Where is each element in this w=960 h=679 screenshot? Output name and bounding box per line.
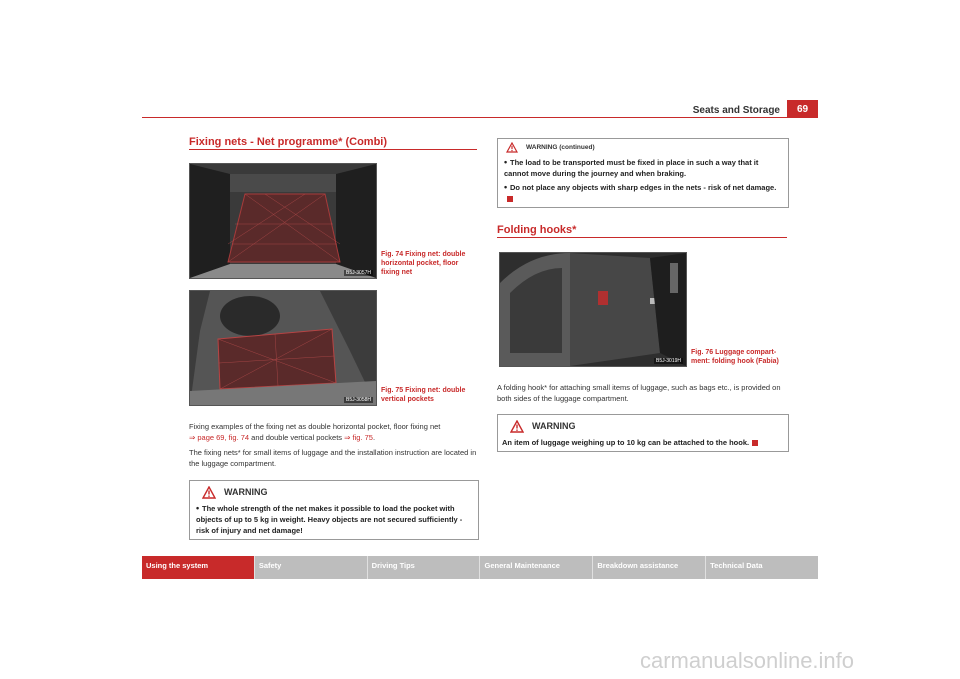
tab-driving-tips[interactable]: Driving Tips xyxy=(368,556,481,579)
section-title-folding-hooks: Folding hooks* xyxy=(497,224,577,236)
figure-75-caption: Fig. 75 Fixing net: double vertical pockets xyxy=(381,387,466,403)
warning-bullet-2 xyxy=(498,182,788,204)
bullet-icon: • xyxy=(196,503,200,513)
figure-76-illustration xyxy=(500,253,686,366)
warning-triangle-icon xyxy=(202,486,216,499)
figure-74-caption: Fig. 74 Fixing net: double horizontal pocket, floor fixing net xyxy=(381,251,466,276)
figure-74-id: B5J-3057H xyxy=(345,270,371,276)
warning-title: WARNING xyxy=(224,487,268,497)
paragraph-fixing-nets-location: The fixing nets* for small items of luggage and the installation instruction are located in the luggage compartment. xyxy=(189,448,477,468)
warning-continued-header xyxy=(498,139,788,155)
bullet-icon: • xyxy=(504,157,508,167)
link-fig-75[interactable]: ⇒ fig. 75 xyxy=(344,433,373,442)
warning-header xyxy=(498,415,788,437)
figure-74-illustration xyxy=(190,164,376,278)
figure-75-id: B5J-3058H xyxy=(345,397,371,403)
end-of-section-icon xyxy=(752,440,758,446)
warning-box-net-strength xyxy=(189,480,479,540)
figure-75-image xyxy=(189,290,377,406)
footer-navigation xyxy=(142,556,818,579)
figure-76-caption: Fig. 76 Luggage compart-ment: folding hook (Fabia) xyxy=(691,349,779,365)
tab-breakdown-assistance[interactable]: Breakdown assistance xyxy=(593,556,706,579)
paragraph-fixing-examples xyxy=(189,421,477,443)
running-header-title: Seats and Storage xyxy=(692,105,780,116)
tab-general-maintenance[interactable]: General Maintenance xyxy=(480,556,593,579)
warning-bullet-2-text: Do not place any objects with sharp edges in the nets - risk of net damage. xyxy=(510,183,777,192)
warning-triangle-icon xyxy=(506,142,518,153)
paragraph-folding-hook: A folding hook* for attaching small items of luggage, such as bags etc., is provided on both sides of the luggage compartment. xyxy=(497,383,781,403)
figure-74-image xyxy=(189,163,377,279)
warning-text-content: The whole strength of the net makes it possible to load the pocket with objects of up to 5 kg in weight. Heavy objects are not secured sufficiently - risk of injury and net damage! xyxy=(196,504,463,535)
warning-title: WARNING xyxy=(532,421,576,431)
warning-bullet-1-text: The load to be transported must be fixed in place in such a way that it cannot move during the journey and when braking. xyxy=(504,158,759,178)
page-number: 69 xyxy=(787,100,818,118)
tab-technical-data[interactable]: Technical Data xyxy=(710,561,763,570)
warning-box-hook-weight xyxy=(497,414,789,452)
warning-bullet-1 xyxy=(498,157,788,179)
tab-safety[interactable]: Safety xyxy=(255,556,368,579)
watermark-text: carmanualsonline.info xyxy=(640,648,855,673)
para-text-b: and double vertical pockets xyxy=(249,433,345,442)
section-rule xyxy=(497,237,787,238)
warning-header xyxy=(190,481,478,503)
tab-using-the-system[interactable]: Using the system xyxy=(142,556,255,579)
header-rule xyxy=(142,117,818,118)
para-text-end: . xyxy=(372,433,376,442)
figure-76-image xyxy=(499,252,687,367)
warning-continued-title: WARNING (continued) xyxy=(526,143,595,151)
warning-box-continued xyxy=(497,138,789,208)
link-page-69-fig-74[interactable]: ⇒ page 69, fig. 74 xyxy=(189,433,250,442)
warning-text xyxy=(498,437,788,448)
figure-76-id: B5J-3019H xyxy=(655,358,681,364)
warning-triangle-icon xyxy=(510,420,524,433)
warning-text xyxy=(190,503,478,536)
section-rule xyxy=(189,149,477,150)
para-text-a: Fixing examples of the fixing net as double horizontal pocket, floor fixing net xyxy=(189,422,441,431)
end-of-section-icon xyxy=(507,196,513,202)
bullet-icon: • xyxy=(504,182,508,192)
warning-text-content: An item of luggage weighing up to 10 kg can be attached to the hook. xyxy=(502,438,750,447)
figure-75-illustration xyxy=(190,291,376,405)
section-title-fixing-nets: Fixing nets - Net programme* (Combi) xyxy=(189,136,388,148)
